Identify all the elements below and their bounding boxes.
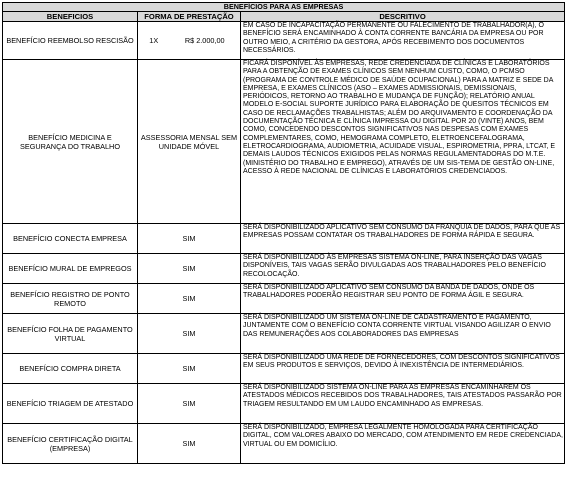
benefit-description: SERÁ DISPONIBILIZADO UM SISTEMA ON-LINE DE CADASTRAMENTO E PAGAMENTO, JUNTAMENTE COM O BENEFÍCIO CONTA CORRENTE VIRTUAL VISANDO AGILIZAR O ENVIO DAS REMUNERAÇÕES AOS COLABORADORES DAS EMPRESAS: [241, 314, 565, 354]
benefit-quantity: 1X: [138, 22, 170, 60]
benefit-description: FICARÁ DISPONÍVEL ÀS EMPRESAS, REDE CREDENCIADA DE CLÍNICAS E LABORATÓRIOS PARA A OBTENÇÃO DE EXAMES CLÍNICOS SEM NENHUM CUSTO, COMO, O PCMSO (PROGRAMA DE CONTROLE MÉDICO DE SAÚDE OCUPACIONAL) PARA A MATRIZ E SEDE DA EMPRESA, E EXAMES CLÍNICOS (ASO – EXAMES ADMISSIONAIS, DEMISSIONAIS, PERIÓDICOS, RETORNO AO TRABALHO E MUDANÇA DE FUNÇÃO); RELATÓRIO ANUAL MODELO E-SOCIAL SUPORTE JURÍDICO PARA ELABORAÇÃO DE QUESITOS TÉCNICOS EM CASO DE RECLAMAÇÕES TRABALHISTAS; ALÉM DO ARQUIVAMENTO E COORDENAÇÃO DA DOCUMENTAÇÃO TÉCNICA E CLÍNICA IMPRESSA OU DIGITAL POR 20 (VINTE) ANOS, BEM COMO, CONCEDENDO DESCONTOS SIGNIFICATIVOS NAS DESPESAS COM EXAMES COMPLEMENTARES, COMO, HEMOGRAMA COMPLETO, ELETROENCEFALOGRAMA, ELETROCARDIOGRAMA, AUDIOMETRIA, ACUIDADE VISUAL, ESPIROMETRIA, PPRA, LTCAT, E DEMAIS LAUDOS TÉCNICOS EXIGIDOS PELAS NORMAS REGULAMENTADORAS DO M.T.E. (MINISTÉRIO DO TRABALHO E EMPREGO), ATRAVÉS DE UM SIS-TEMA DE GESTÃO ON-LINE, ACESSO À REDE NACIONAL DE CLÍNICAS E LABORATÓRIOS CREDENCIADOS.: [241, 60, 565, 224]
benefit-description: SERÁ DISPONIBILIZADO, EMPRESA LEGALMENTE HOMOLOGADA PARA CERTIFICAÇÃO DIGITAL, COM VALORES ABAIXO DO MERCADO, COM ATENDIMENTO EM REDE CREDENCIADA, VIRTUAL OU EM DOMICÍLIO.: [241, 424, 565, 464]
header-beneficios: BENEFICIOS: [3, 12, 138, 22]
table-title: BENEFÍCIOS PARA AS EMPRESAS: [3, 3, 565, 12]
table-row: [3, 384, 565, 424]
table-row: [3, 354, 565, 384]
header-descritivo: DESCRITIVO: [241, 12, 565, 22]
table-row: [3, 314, 565, 354]
benefit-description: SERÁ DISPONIBILIZADO SISTEMA ON-LINE PARA AS EMPRESAS ENCAMINHAREM OS ATESTADOS MÉDICOS RECEBIDOS DOS TRABALHADORES, TAIS ATESTADOS PASSARÃO POR TRIAGEM RESULTANDO EM UM LAUDO ENCAMINHADO AS EMPRESAS.: [241, 384, 565, 424]
benefit-description: EM CASO DE INCAPACITAÇÃO PERMANENTE OU FALECIMENTO DE TRABALHADOR(A), O BENEFÍCIO SERÁ ENCAMINHADO À CONTA CORRENTE BANCÁRIA DA EMPRESA OU POR OUTRO MEIO, A CRITÉRIO DA GESTORA, APÓS RECEBIMENTO DOS DOCUMENTOS NECESSÁRIOS.: [241, 22, 565, 60]
benefit-forma: SIM: [138, 314, 241, 354]
benefits-table: [2, 2, 565, 464]
table-row: [3, 424, 565, 464]
table-header-row: [3, 12, 565, 22]
benefit-name: BENEFÍCIO COMPRA DIRETA: [3, 354, 138, 384]
benefit-forma: SIM: [138, 354, 241, 384]
benefit-forma: SIM: [138, 384, 241, 424]
benefit-name: BENEFÍCIO REEMBOLSO RESCISÃO: [3, 22, 138, 60]
benefit-forma: SIM: [138, 224, 241, 254]
benefit-name: BENEFÍCIO TRIAGEM DE ATESTADO: [3, 384, 138, 424]
benefit-value: R$ 2.000,00: [170, 22, 241, 60]
benefit-description: SERÁ DISPONIBILIZADO ÀS EMPRESAS SISTEMA ON-LINE, PARA INSERÇÃO DAS VAGAS DISPONÍVEIS, TAIS VAGAS SERÃO DIVULGADAS AOS TRABALHADORES PELO BENEFÍCIO RECOLOCAÇÃO.: [241, 254, 565, 284]
table-row: [3, 22, 565, 60]
benefit-description: SERÁ DISPONIBILIZADO APLICATIVO SEM CONSUMO DA BANDA DE DADOS, ONDE OS TRABALHADORES PODERÃO REGISTRAR SEU PONTO DE FORMA ÁGIL E SEGURA.: [241, 284, 565, 314]
benefit-name: BENEFÍCIO REGISTRO DE PONTO REMOTO: [3, 284, 138, 314]
benefit-name: BENEFÍCIO MEDICINA E SEGURANÇA DO TRABALHO: [3, 60, 138, 224]
benefit-forma: SIM: [138, 254, 241, 284]
table-row: [3, 284, 565, 314]
benefit-description: SERÁ DISPONIBILIZADO UMA REDE DE FORNECEDORES, COM DESCONTOS SIGNIFICATIVOS EM SEUS PRODUTOS E SERVIÇOS, DEVIDO À INEXISTÊNCIA DE INTERMEDIÁRIOS.: [241, 354, 565, 384]
table-title-row: [3, 3, 565, 12]
benefit-name: BENEFÍCIO MURAL DE EMPREGOS: [3, 254, 138, 284]
benefit-forma: ASSESSORIA MENSAL SEM UNIDADE MÓVEL: [138, 60, 241, 224]
benefit-name: BENEFÍCIO CERTIFICAÇÃO DIGITAL (EMPRESA): [3, 424, 138, 464]
table-row: [3, 60, 565, 224]
benefit-description: SERÁ DISPONIBILIZADO APLICATIVO SEM CONSUMO DA FRANQUIA DE DADOS, PARA QUE AS EMPRESAS POSSAM CONTATAR OS TRABALHADORES DE FORMA RÁPIDA E SEGURA.: [241, 224, 565, 254]
benefits-document: [2, 2, 564, 464]
benefit-forma: SIM: [138, 424, 241, 464]
benefit-name: BENEFÍCIO FOLHA DE PAGAMENTO VIRTUAL: [3, 314, 138, 354]
benefit-forma: SIM: [138, 284, 241, 314]
benefit-name: BENEFÍCIO CONECTA EMPRESA: [3, 224, 138, 254]
header-forma-prestacao: FORMA DE PRESTAÇÃO: [138, 12, 241, 22]
table-row: [3, 224, 565, 254]
table-row: [3, 254, 565, 284]
